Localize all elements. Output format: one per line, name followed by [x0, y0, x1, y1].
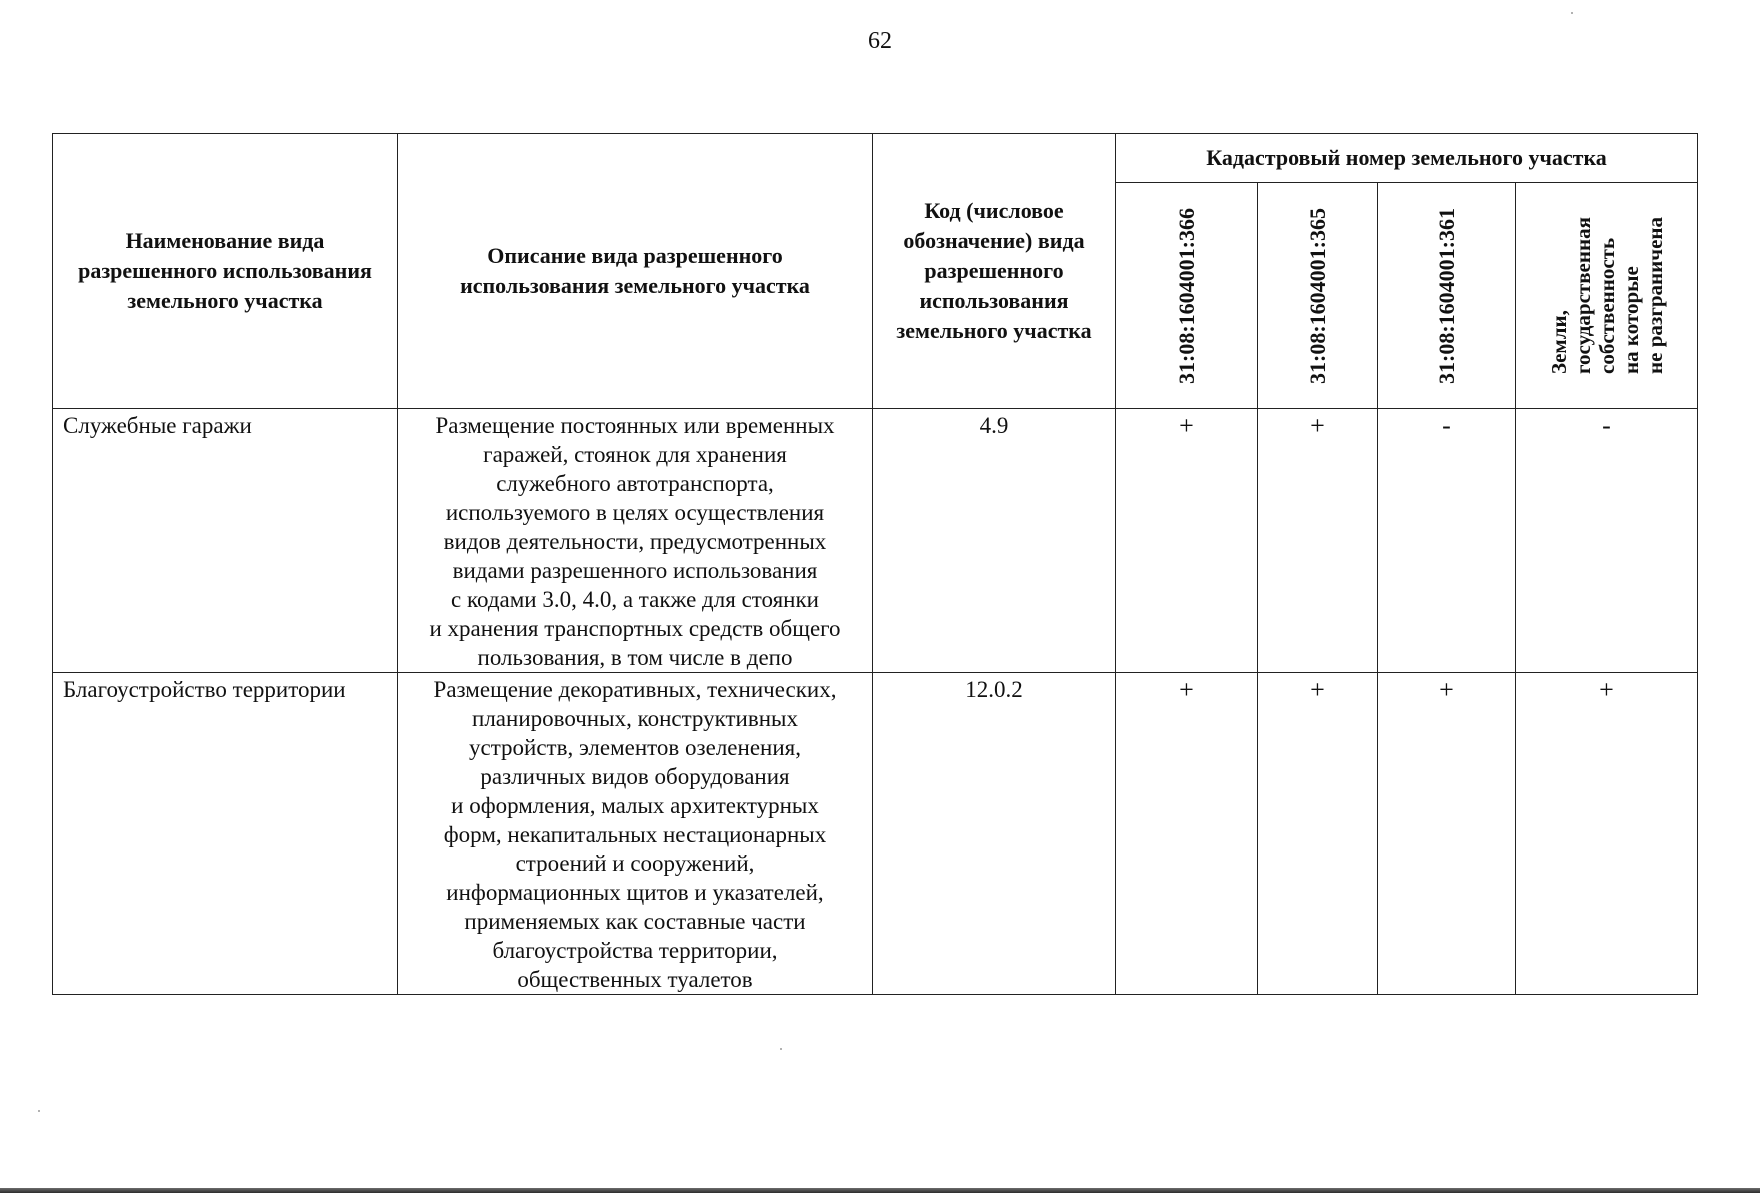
row-code: 12.0.2 [873, 673, 1116, 995]
scan-speck [1571, 12, 1573, 14]
header-name-text: Наименование вида разрешенного использования земельного участка [78, 228, 372, 313]
row-mark-cadastral-1: + [1116, 673, 1258, 995]
table-body [53, 409, 1698, 995]
header-cadastral-4 [1516, 183, 1698, 409]
header-description [398, 134, 873, 409]
header-cadastral-2 [1258, 183, 1378, 409]
table-row [53, 673, 1698, 995]
header-cadastral-3-text: 31:08:1604001:361 [1433, 207, 1459, 384]
header-cadastral-4-text: Земли, государственная собственность на которые не разграничена [1546, 217, 1667, 374]
header-cadastral-1-text: 31:08:1604001:366 [1173, 207, 1199, 384]
land-use-table-container [52, 133, 1697, 995]
row-name: Благоустройство территории [53, 673, 398, 995]
row-description: Размещение декоративных, технических, планировочных, конструктивных устройств, элементов озеленения, различных видов оборудования и оформления, малых архитектурных форм, некапитальных нестационарных строений и сооружений, информационных щитов и указателей, применяемых как составные части благоустройства территории, общественных туалетов [398, 673, 873, 995]
header-cadastral-group: Кадастровый номер земельного участка [1116, 134, 1698, 183]
row-mark-cadastral-4: - [1516, 409, 1698, 673]
row-description: Размещение постоянных или временных гаражей, стоянок для хранения служебного автотранспорта, используемого в целях осуществления видов деятельности, предусмотренных видами разрешенного использования с кодами 3.0, 4.0, а также для стоянки и хранения транспортных средств общего пользования, в том числе в депо [398, 409, 873, 673]
land-use-table [52, 133, 1698, 995]
table-row [53, 409, 1698, 673]
header-cadastral-2-text: 31:08:1604001:365 [1304, 207, 1330, 384]
row-name: Служебные гаражи [53, 409, 398, 673]
row-mark-cadastral-4: + [1516, 673, 1698, 995]
header-name [53, 134, 398, 409]
row-mark-cadastral-3: + [1378, 673, 1516, 995]
row-mark-cadastral-1: + [1116, 409, 1258, 673]
header-cadastral-1 [1116, 183, 1258, 409]
header-code [873, 134, 1116, 409]
header-code-text: Код (числовое обозначение) вида разрешенного использования земельного участка [896, 198, 1092, 343]
scan-speck [38, 1110, 40, 1112]
row-mark-cadastral-3: - [1378, 409, 1516, 673]
row-mark-cadastral-2: + [1258, 673, 1378, 995]
row-code: 4.9 [873, 409, 1116, 673]
header-cadastral-3 [1378, 183, 1516, 409]
row-mark-cadastral-2: + [1258, 409, 1378, 673]
scan-speck [780, 1048, 782, 1050]
header-description-text: Описание вида разрешенного использования земельного участка [460, 243, 810, 298]
scan-edge-bar [0, 1188, 1760, 1193]
table-header [53, 134, 1698, 409]
page-number: 62 [868, 28, 892, 54]
